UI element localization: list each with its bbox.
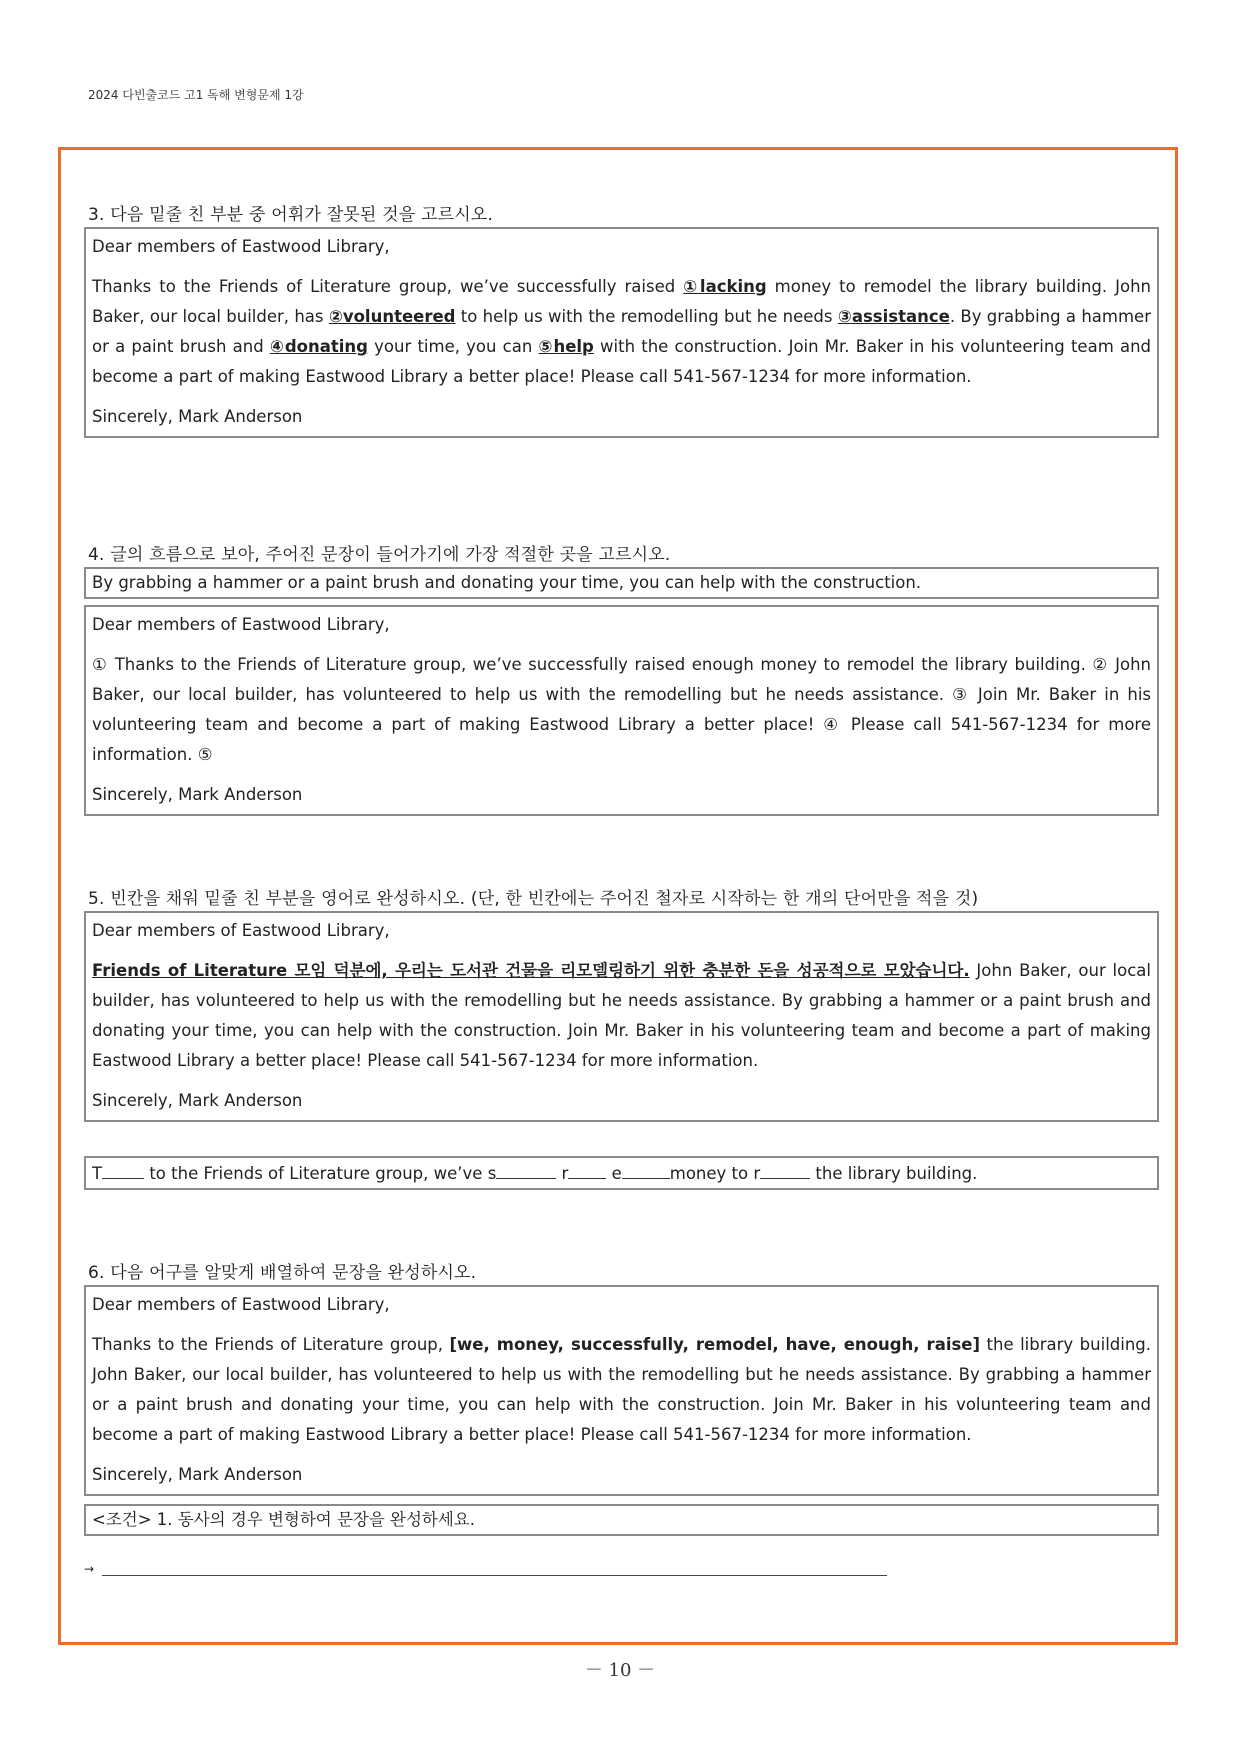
text-span: your time, you can <box>367 337 539 356</box>
salutation: Dear members of Eastwood Library, <box>92 615 390 634</box>
text-span: to the Friends of Literature group, we’ve s <box>144 1164 497 1183</box>
question-5-title: 5. 빈칸을 채워 밑줄 친 부분을 영어로 완성하시오. (단, 한 빈칸에는 주어진 철자로 시작하는 한 개의 단어만을 적을 것) <box>88 889 979 909</box>
text-span: the library building. <box>810 1164 978 1183</box>
question-4-title: 4. 글의 흐름으로 보아, 주어진 문장이 들어가기에 가장 적절한 곳을 고르시오. <box>88 545 671 565</box>
question-5-passage <box>84 911 1159 1122</box>
text-span: . By grabbing a hammer or a paint brush and <box>92 307 1151 356</box>
text-span: money to r <box>669 1164 761 1183</box>
question-6-title: 6. 다음 어구를 알맞게 배열하여 문장을 완성하시오. <box>88 1263 477 1283</box>
option-1-word: ①lacking <box>683 277 767 296</box>
answer-underline[interactable] <box>102 1561 887 1576</box>
question-6 <box>84 1258 1159 1576</box>
text-span: r <box>556 1164 569 1183</box>
question-6-passage <box>84 1285 1159 1496</box>
closing: Sincerely, Mark Anderson <box>92 1465 303 1484</box>
blank-2[interactable] <box>496 1160 556 1179</box>
answer-line[interactable] <box>84 1554 1159 1576</box>
text-span: money to remodel the library building. John Baker, our local builder, has <box>92 277 1151 326</box>
text-span: the library building. John Baker, our local builder, has volunteered to help us with the remodelling but he needs assistance. By grabbing a hammer or a paint brush and donating your time, you can help with the construction. Join Mr. Baker in his volunteering team and become a part of making Eastwood Library a better place! Please call 541-567-1234 for more information. <box>92 1335 1152 1444</box>
question-5 <box>84 884 1159 1196</box>
text-span: e <box>606 1164 622 1183</box>
blank-5[interactable] <box>760 1160 810 1179</box>
question-4 <box>84 540 1159 816</box>
option-5-word: ⑤help <box>538 337 594 356</box>
salutation: Dear members of Eastwood Library, <box>92 1295 390 1314</box>
word-bank: [we, money, successfully, remodel, have, enough, raise] <box>449 1335 981 1354</box>
question-3 <box>84 200 1159 438</box>
page-number: － 10 － <box>584 1660 656 1681</box>
passage-body <box>92 956 1151 1076</box>
blank-4[interactable] <box>622 1160 670 1179</box>
passage-body: ① Thanks to the Friends of Literature group, we’ve successfully raised enough money to remodel the library building. ② John Baker, our local builder, has volunteered to help us with the remodelling but he needs assistance. ③ Join Mr. Baker in his volunteering team and become a part of making Eastwood Library a better place! ④ Please call 541-567-1234 for more information. ⑤ <box>92 655 1151 764</box>
closing: Sincerely, Mark Anderson <box>92 785 303 804</box>
closing: Sincerely, Mark Anderson <box>92 1091 303 1110</box>
option-4-word: ④donating <box>269 337 368 356</box>
text-span: with the construction. Join Mr. Baker in his volunteering team and become a part of making Eastwood Library a better place! Please call 541-567-1234 for more information. <box>92 337 1152 386</box>
text-span: John Baker, our local builder, has volunteered to help us with the remodelling but he needs assistance. By grabbing a hammer or a paint brush and donating your time, you can help with the construction. Join Mr. Baker in his volunteering team and become a part of making Eastwood Library a better place! Please call 541-567-1234 for more information. <box>92 961 1152 1070</box>
passage-body <box>92 272 1151 392</box>
underlined-korean-sentence: Friends of Literature 모임 덕분에, 우리는 도서관 건물을 리모델링하기 위한 충분한 돈을 성공적으로 모았습니다. <box>92 961 970 980</box>
option-3-word: ③assistance <box>837 307 950 326</box>
salutation: Dear members of Eastwood Library, <box>92 237 390 256</box>
question-3-title: 3. 다음 밑줄 친 부분 중 어휘가 잘못된 것을 고르시오. <box>88 205 494 225</box>
arrow-icon: → <box>84 1562 95 1576</box>
blank-3[interactable] <box>568 1160 606 1179</box>
condition-box: <조건> 1. 동사의 경우 변형하여 문장을 완성하세요. <box>84 1504 1159 1536</box>
text-span: Thanks to the Friends of Literature group, <box>92 1335 450 1354</box>
question-frame <box>58 147 1178 1645</box>
text-span: Thanks to the Friends of Literature group, we’ve successfully raised <box>92 277 684 296</box>
question-4-passage <box>84 605 1159 816</box>
salutation: Dear members of Eastwood Library, <box>92 921 390 940</box>
text-span: to help us with the remodelling but he needs <box>455 307 838 326</box>
passage-body <box>92 1330 1151 1450</box>
given-sentence: By grabbing a hammer or a paint brush and donating your time, you can help with the construction. <box>84 567 1159 599</box>
option-2-word: ②volunteered <box>328 307 456 326</box>
text-span: T <box>92 1164 103 1183</box>
fill-in-blank-sentence <box>84 1156 1159 1190</box>
closing: Sincerely, Mark Anderson <box>92 407 303 426</box>
blank-1[interactable] <box>102 1160 144 1179</box>
question-3-passage <box>84 227 1159 438</box>
page-header: 2024 다빈출코드 고1 독해 변형문제 1강 <box>88 88 304 102</box>
